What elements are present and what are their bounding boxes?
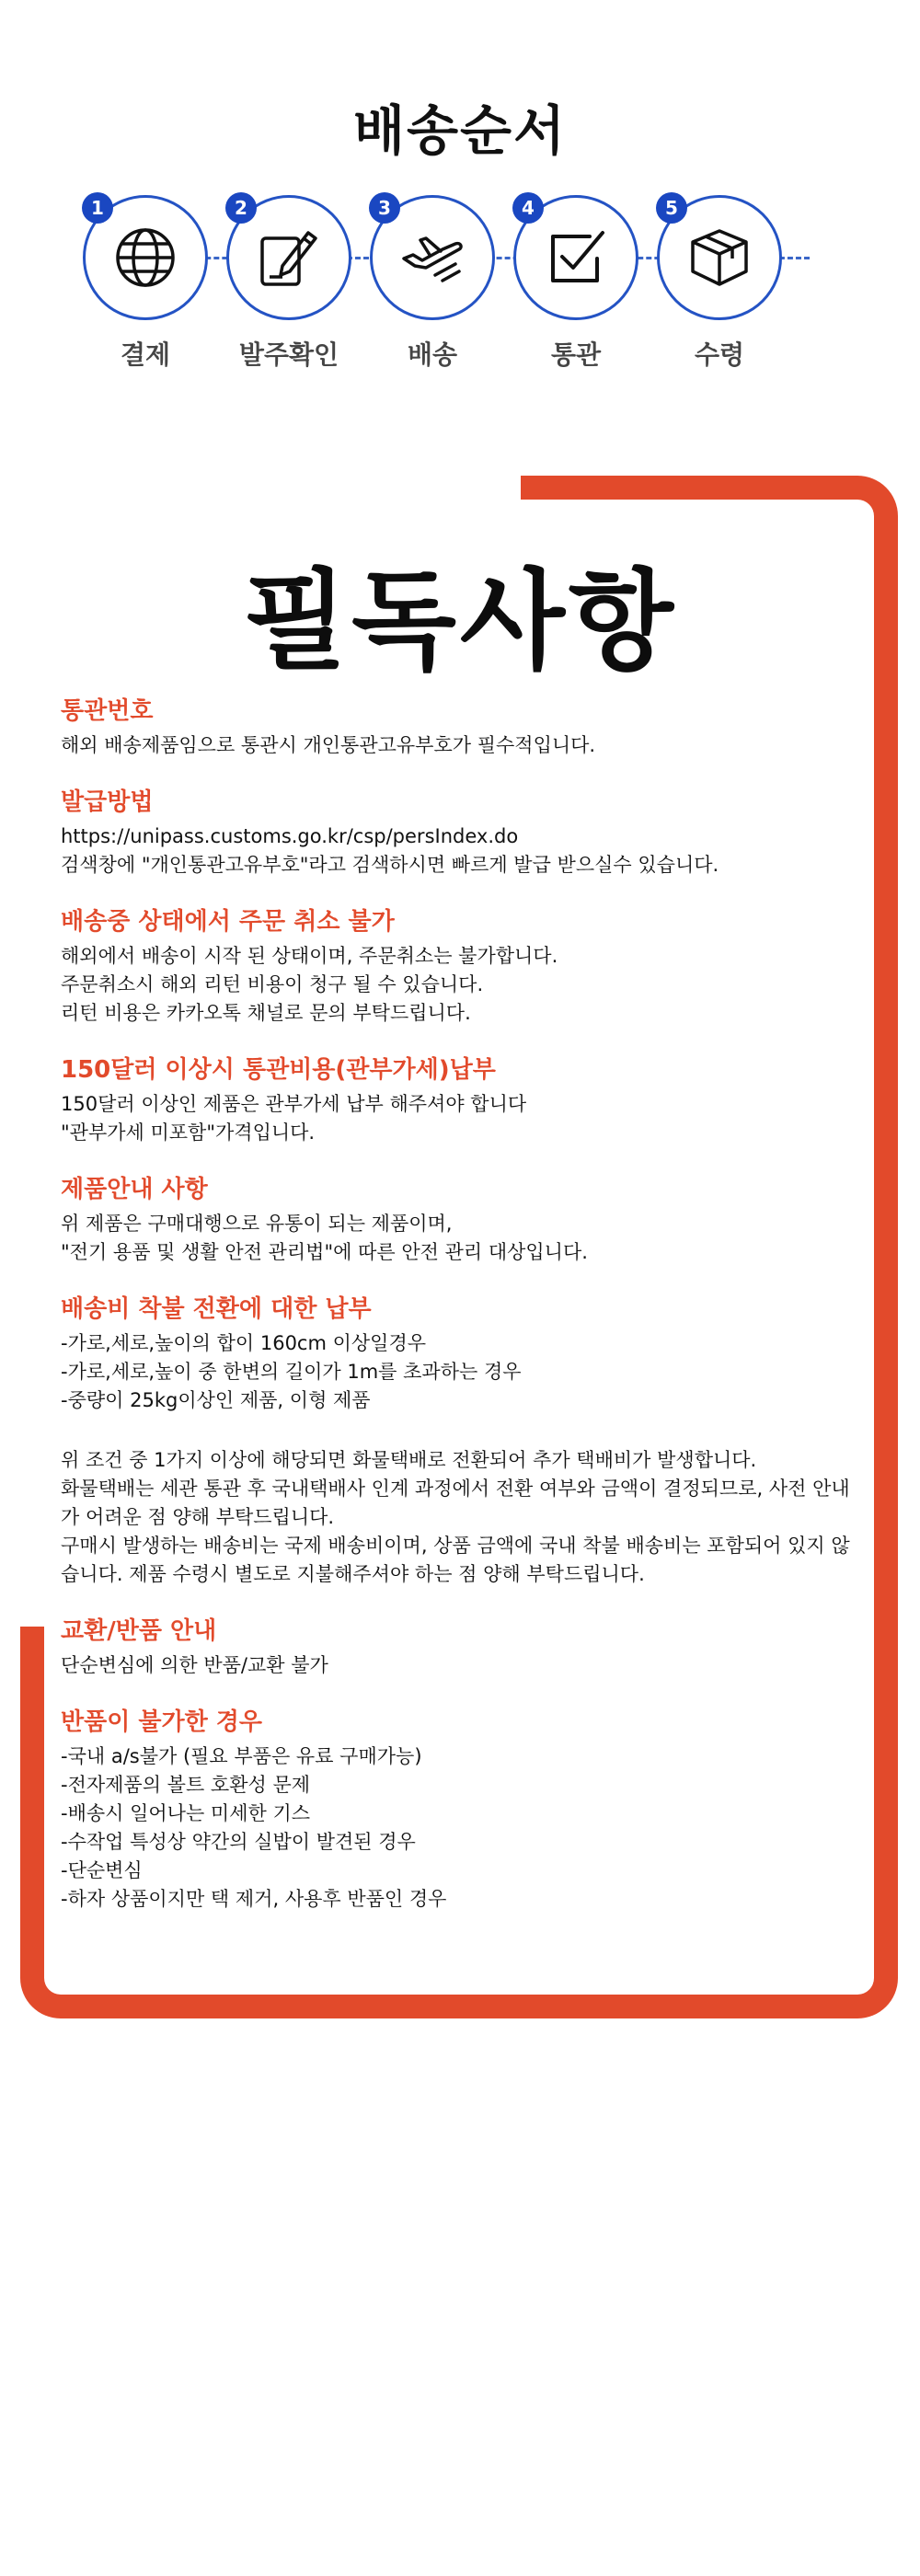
section-heading: 배송중 상태에서 주문 취소 불가 (61, 908, 395, 936)
section-customs-number (61, 695, 861, 760)
section-heading: 150달러 이상시 통관비용(관부가세)납부 (61, 1056, 496, 1084)
section-line: -수작업 특성상 약간의 실밥이 발견된 경우 (61, 1831, 416, 1853)
section-paragraph: 화물택배는 세관 통관 후 국내택배사 인계 과정에서 전환 여부와 금액이 결정되므로, 사전 안내가 어려운 점 양해 부탁드립니다. (61, 1478, 850, 1528)
section-line: 리턴 비용은 카카오톡 채널로 문의 부탁드립니다. (61, 1002, 471, 1024)
section-cod-shipping (61, 1293, 861, 1415)
section-line: -가로,세로,높이의 합이 160cm 이상일경우 (61, 1332, 427, 1354)
step-number-badge: 1 (82, 192, 113, 224)
section-line: -단순변심 (61, 1859, 143, 1881)
section-no-cancel (61, 905, 861, 1028)
step-number-badge: 3 (369, 192, 400, 224)
step-payment (83, 195, 208, 320)
section-line: -배송시 일어나는 미세한 기스 (61, 1802, 311, 1824)
section-freight-notes (61, 1446, 861, 1589)
section-line: 주문취소시 해외 리턴 비용이 청구 될 수 있습니다. (61, 973, 484, 995)
section-line: -전자제품의 볼트 호환성 문제 (61, 1774, 311, 1796)
section-customs-duty (61, 1053, 861, 1147)
section-line: 위 제품은 구매대행으로 유통이 되는 제품이며, (61, 1213, 453, 1235)
section-heading: 제품안내 사항 (61, 1176, 208, 1203)
section-no-return-cases (61, 1706, 861, 1914)
airplane-icon (398, 224, 466, 292)
step-receive (657, 195, 782, 320)
step-customs (513, 195, 638, 320)
section-line: -가로,세로,높이 중 한변의 길이가 1m를 초과하는 경우 (61, 1361, 522, 1383)
section-product-info (61, 1173, 861, 1267)
step-order-confirm (226, 195, 351, 320)
notice-title: 필독사항 (243, 558, 677, 684)
section-line: -국내 a/s불가 (필요 부품은 유료 구매가능) (61, 1745, 422, 1767)
pencil-paper-icon (255, 224, 323, 292)
step-number-badge: 2 (225, 192, 257, 224)
section-paragraph: 구매시 발생하는 배송비는 국제 배송비이며, 상품 금액에 국내 착불 배송비는 포함되어 있지 않습니다. 제품 수령시 별도로 지불해주셔야 하는 점 양해 부탁드립니다. (61, 1535, 850, 1585)
section-heading: 교환/반품 안내 (61, 1617, 217, 1645)
box-icon (685, 224, 753, 292)
step-label-order-confirm: 발주확인 (238, 339, 339, 370)
section-line: "관부가세 미포함"가격입니다. (61, 1121, 316, 1144)
section-line: 검색창에 "개인통관고유부호"라고 검색하시면 빠르게 발급 받으실수 있습니다. (61, 854, 719, 876)
section-line: 150달러 이상인 제품은 관부가세 납부 해주셔야 합니다 (61, 1093, 527, 1115)
section-paragraph: 위 조건 중 1가지 이상에 해당되면 화물택배로 전환되어 추가 택배비가 발생합니다. (61, 1449, 757, 1471)
section-line: 해외에서 배송이 시작 된 상태이며, 주문취소는 불가합니다. (61, 945, 558, 967)
section-exchange-return (61, 1615, 861, 1680)
section-line: 단순변심에 의한 반품/교환 불가 (61, 1654, 328, 1676)
globe-icon (111, 224, 179, 292)
section-heading: 배송비 착불 전환에 대한 납부 (61, 1295, 372, 1323)
section-heading: 통관번호 (61, 697, 154, 725)
step-label-payment: 결제 (120, 339, 171, 370)
shipping-title: 배송순서 (352, 99, 568, 162)
section-line: "전기 용품 및 생활 안전 관리법"에 따른 안전 관리 대상입니다. (61, 1241, 588, 1263)
step-label-receive: 수령 (694, 339, 745, 370)
step-label-customs: 통관 (550, 339, 602, 370)
section-issue-method (61, 786, 861, 880)
step-shipping (370, 195, 495, 320)
step-label-shipping: 배송 (407, 339, 458, 370)
step-number-badge: 5 (656, 192, 687, 224)
step-number-badge: 4 (512, 192, 544, 224)
section-line: -하자 상품이지만 택 제거, 사용후 반품인 경우 (61, 1888, 447, 1910)
section-heading: 반품이 불가한 경우 (61, 1708, 263, 1736)
checkbox-icon (542, 224, 610, 292)
section-heading: 발급방법 (61, 788, 154, 816)
section-line: -중량이 25kg이상인 제품, 이형 제품 (61, 1389, 371, 1411)
notice-content (61, 695, 861, 1939)
unipass-url-text: https://unipass.customs.go.kr/csp/persIndex.do (61, 825, 519, 847)
section-line: 해외 배송제품임으로 통관시 개인통관고유부호가 필수적입니다. (61, 734, 596, 756)
